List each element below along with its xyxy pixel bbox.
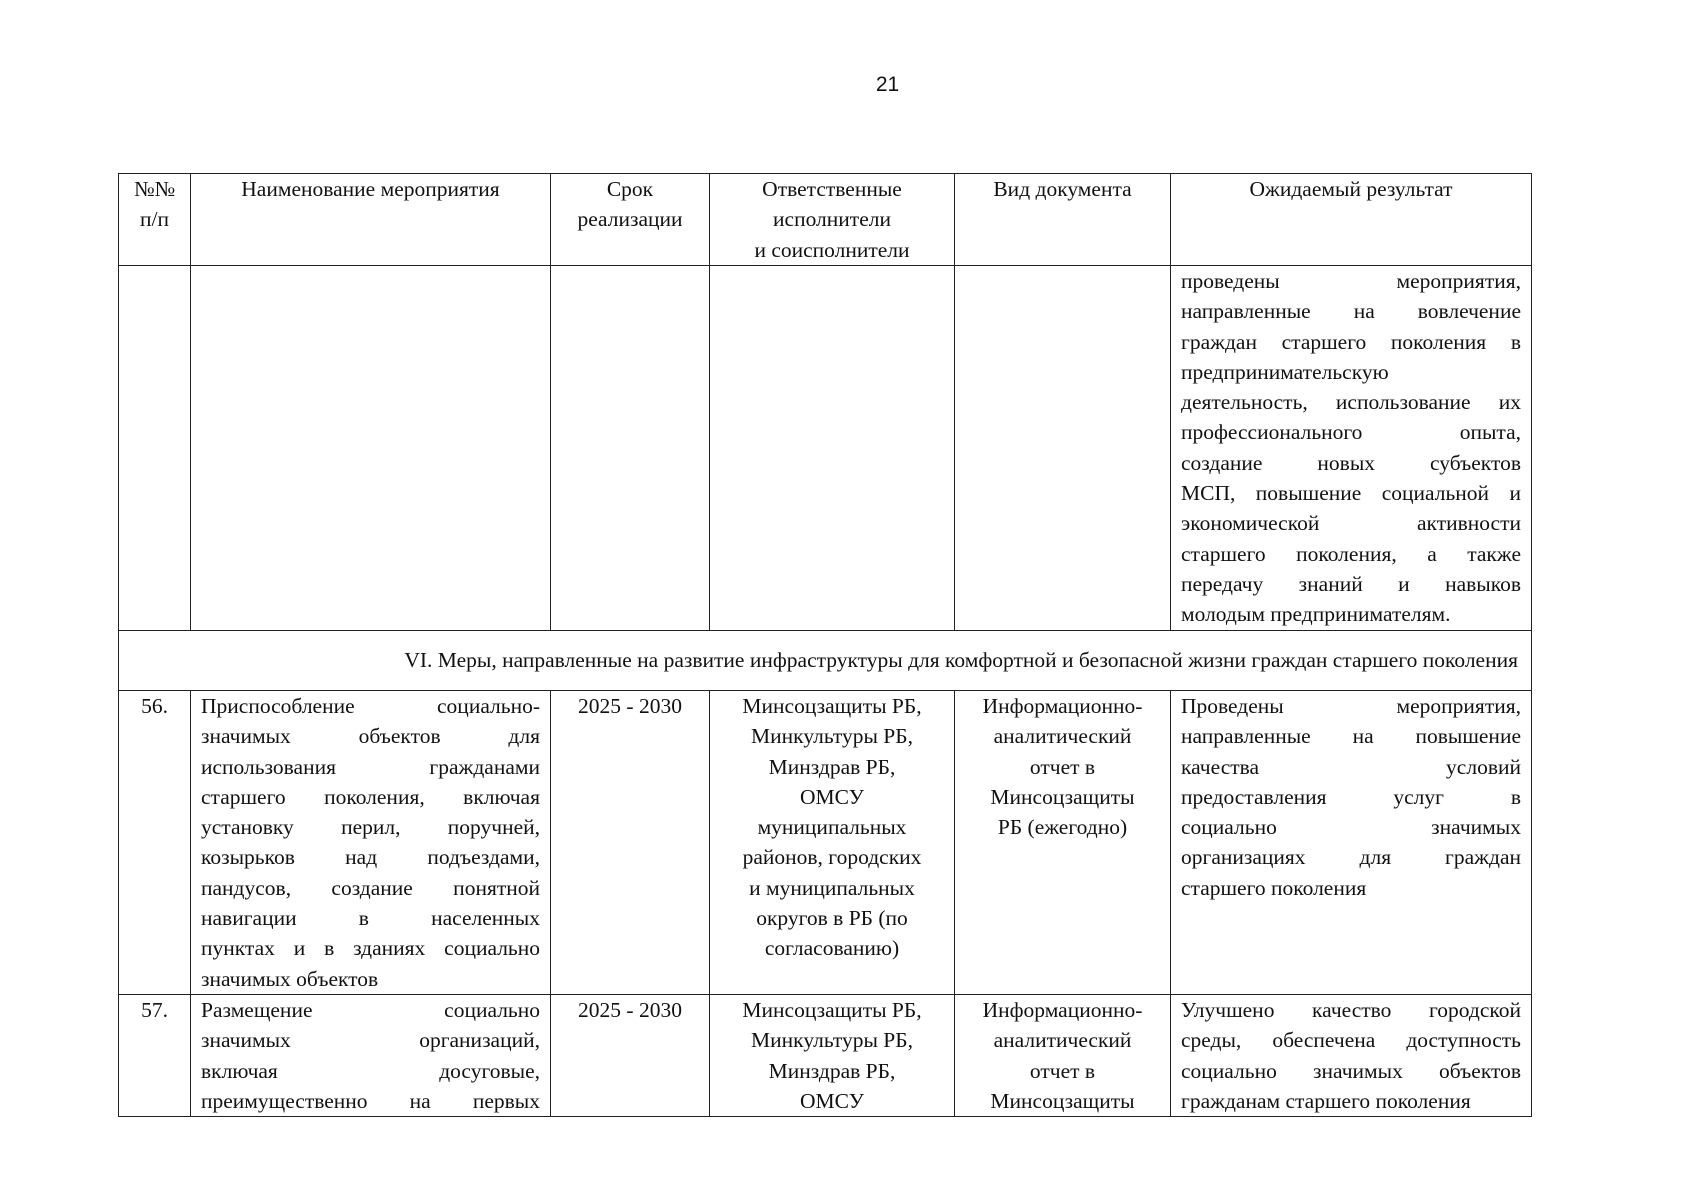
cell-number: 56. — [119, 691, 191, 995]
cell-name-empty — [191, 266, 551, 631]
cell-name: Приспособление социально- значимых объектов для использования гражданами старшего поколения, включая установку перил, поручней, козырьков над подъездами, пандусов, создание понятной навигации в населенных пунктах и в зданиях социально значимых объектов — [191, 691, 551, 995]
header-name: Наименование мероприятия — [191, 174, 551, 266]
header-result: Ожидаемый результат — [1171, 174, 1532, 266]
table-row — [119, 691, 1532, 995]
cell-result: Проведены мероприятия, направленные на повышение качества условий предоставления услуг в социально значимых организациях для граждан старшего поколения — [1171, 691, 1532, 995]
cell-document: Информационно- аналитический отчет в Минсоцзащиты — [955, 995, 1171, 1117]
cell-number-empty — [119, 266, 191, 631]
table-row — [119, 995, 1532, 1117]
cell-result: Улучшено качество городской среды, обеспечена доступность социально значимых объектов гражданам старшего поколения — [1171, 995, 1532, 1117]
cell-term-empty — [551, 266, 710, 631]
cell-number: 57. — [119, 995, 191, 1117]
cell-document-empty — [955, 266, 1171, 631]
cell-document: Информационно- аналитический отчет в Минсоцзащиты РБ (ежегодно) — [955, 691, 1171, 995]
cell-term: 2025 - 2030 — [551, 995, 710, 1117]
cell-responsible: Минсоцзащиты РБ, Минкультуры РБ, Минздрав РБ, ОМСУ — [710, 995, 955, 1117]
section-title: VI. Меры, направленные на развитие инфраструктуры для комфортной и безопасной жизни граждан старшего поколения — [119, 631, 1532, 691]
cell-term: 2025 - 2030 — [551, 691, 710, 995]
table-row-continuation — [119, 266, 1532, 631]
page-number: 21 — [875, 73, 900, 96]
measures-table — [118, 173, 1532, 1117]
header-responsible: Ответственные исполнители и соисполнители — [710, 174, 955, 266]
table-header-row — [119, 174, 1532, 266]
cell-name: Размещение социально значимых организаций, включая досуговые, преимущественно на первых — [191, 995, 551, 1117]
header-number: №№ п/п — [119, 174, 191, 266]
section-heading-row — [119, 631, 1532, 691]
header-document: Вид документа — [955, 174, 1171, 266]
header-term: Срок реализации — [551, 174, 710, 266]
cell-responsible-empty — [710, 266, 955, 631]
cell-responsible: Минсоцзащиты РБ, Минкультуры РБ, Минздрав РБ, ОМСУ муниципальных районов, городских и муниципальных округов в РБ (по согласованию) — [710, 691, 955, 995]
cell-result-continuation: проведены мероприятия, направленные на вовлечение граждан старшего поколения в предпринимательскую деятельность, использование их профессионального опыта, создание новых субъектов МСП, повышение социальной и экономической активности старшего поколения, а также передачу знаний и навыков молодым предпринимателям. — [1171, 266, 1532, 631]
